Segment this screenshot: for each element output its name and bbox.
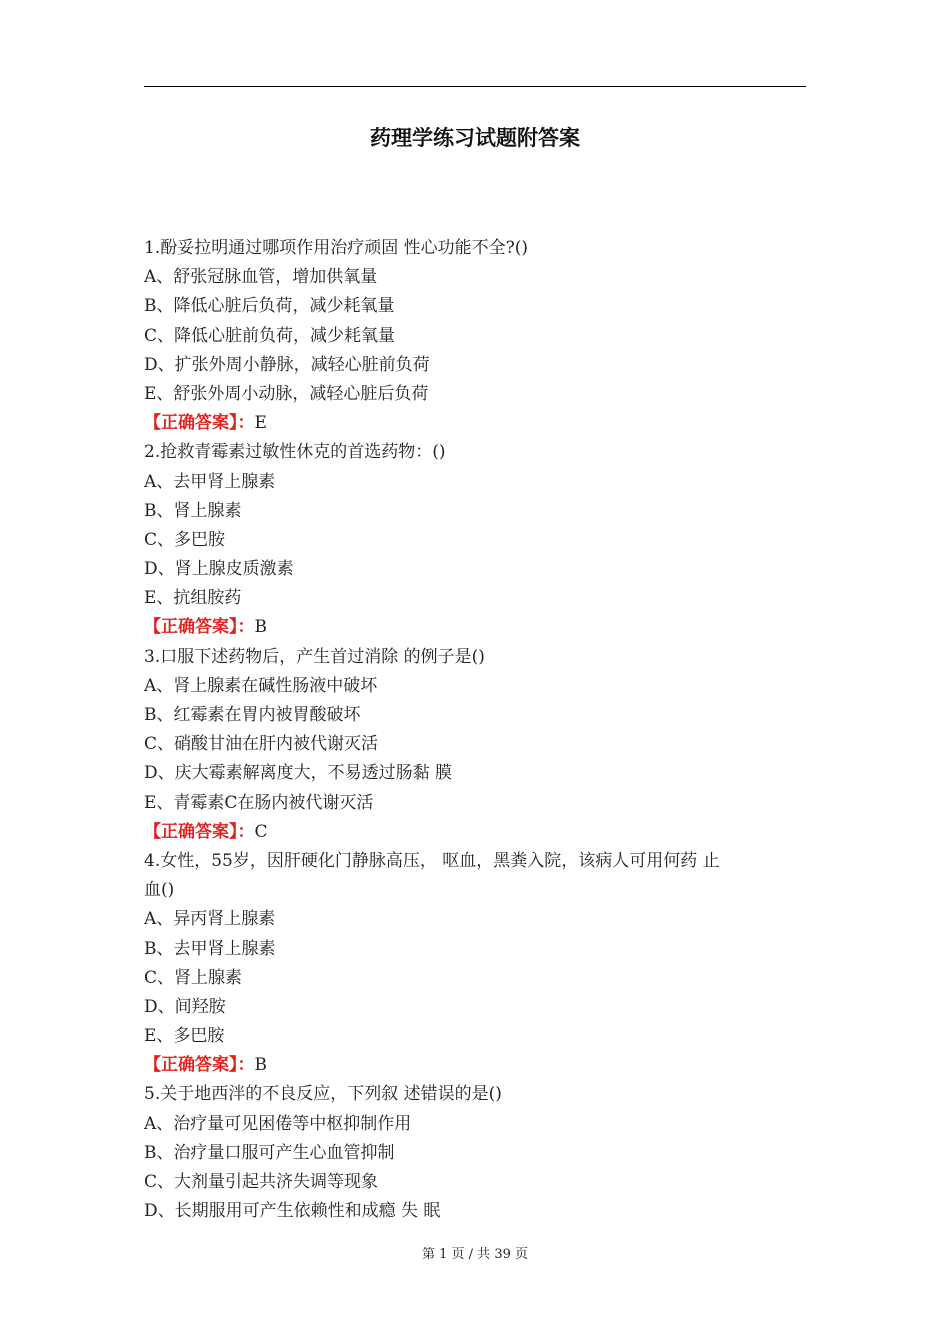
question-stem-4-line1: 4.女性，55岁，因肝硬化门静脉高压， 呕血，黑粪入院，该病人可用何药 止 <box>144 850 720 871</box>
option-1c: C、降低心脏前负荷，减少耗氧量 <box>144 325 396 346</box>
option-5c: C、大剂量引起共济失调等现象 <box>144 1172 379 1192</box>
option-2e: E、抗组胺药 <box>144 588 242 609</box>
answer-label: 【正确答案】： <box>144 617 255 638</box>
answer-value: E <box>254 413 267 434</box>
option-4e: E、多巴胺 <box>144 1026 225 1047</box>
option-4c: C、肾上腺素 <box>144 967 243 988</box>
question-stem-4-line2: 血() <box>144 880 175 901</box>
option-5d: D、长期服用可产生依赖性和成瘾 失 眠 <box>144 1201 441 1222</box>
answer-value: B <box>254 1055 267 1076</box>
question-stem-3: 3.口服下述药物后，产生首过消除 的例子是() <box>144 646 485 667</box>
answer-line-4 <box>144 1051 806 1080</box>
answer-value: C <box>254 821 268 842</box>
answer-line-2 <box>144 613 806 642</box>
option-2a: A、去甲肾上腺素 <box>144 471 276 492</box>
question-stem-2: 2.抢救青霉素过敏性休克的首选药物：() <box>144 442 446 463</box>
option-5b: B、治疗量口服可产生心血管抑制 <box>144 1142 395 1163</box>
option-4d: D、间羟胺 <box>144 996 226 1017</box>
option-2b: B、肾上腺素 <box>144 500 242 521</box>
answer-label: 【正确答案】： <box>144 413 255 434</box>
option-3d: D、庆大霉素解离度大，不易透过肠黏 膜 <box>144 763 453 784</box>
option-1e: E、舒张外周小动脉，减轻心脏后负荷 <box>144 383 429 404</box>
question-stem-1: 1.酚妥拉明通过哪项作用治疗顽固 性心功能不全?() <box>144 238 529 258</box>
option-1a: A、舒张冠脉血管，增加供氧量 <box>144 267 378 288</box>
option-2c: C、多巴胺 <box>144 529 226 550</box>
option-2d: D、肾上腺皮质激素 <box>144 559 294 580</box>
option-4b: B、去甲肾上腺素 <box>144 938 276 959</box>
answer-value: B <box>254 617 267 638</box>
document-title: 药理学练习试题附答案 <box>370 126 580 150</box>
option-4a: A、异丙肾上腺素 <box>144 909 276 930</box>
option-3b: B、红霉素在胃内被胃酸破坏 <box>144 705 361 725</box>
option-1b: B、降低心脏后负荷，减少耗氧量 <box>144 296 395 317</box>
answer-line-3 <box>144 818 806 847</box>
page-footer: 第 1 页 / 共 39 页 <box>422 1247 528 1262</box>
answer-label: 【正确答案】： <box>144 821 255 842</box>
option-1d: D、扩张外周小静脉，减轻心脏前负荷 <box>144 354 430 375</box>
answer-line-1 <box>144 409 806 438</box>
option-5a: A、治疗量可见困倦等中枢抑制作用 <box>144 1113 412 1134</box>
question-list <box>144 234 806 1226</box>
question-stem-5: 5.关于地西泮的不良反应，下列叙 述错误的是() <box>144 1084 502 1105</box>
header-rule <box>144 86 806 87</box>
answer-label: 【正确答案】： <box>144 1055 255 1076</box>
option-3c: C、硝酸甘油在肝内被代谢灭活 <box>144 734 379 755</box>
option-3a: A、肾上腺素在碱性肠液中破坏 <box>144 675 378 696</box>
option-3e: E、青霉素C在肠内被代谢灭活 <box>144 792 374 813</box>
